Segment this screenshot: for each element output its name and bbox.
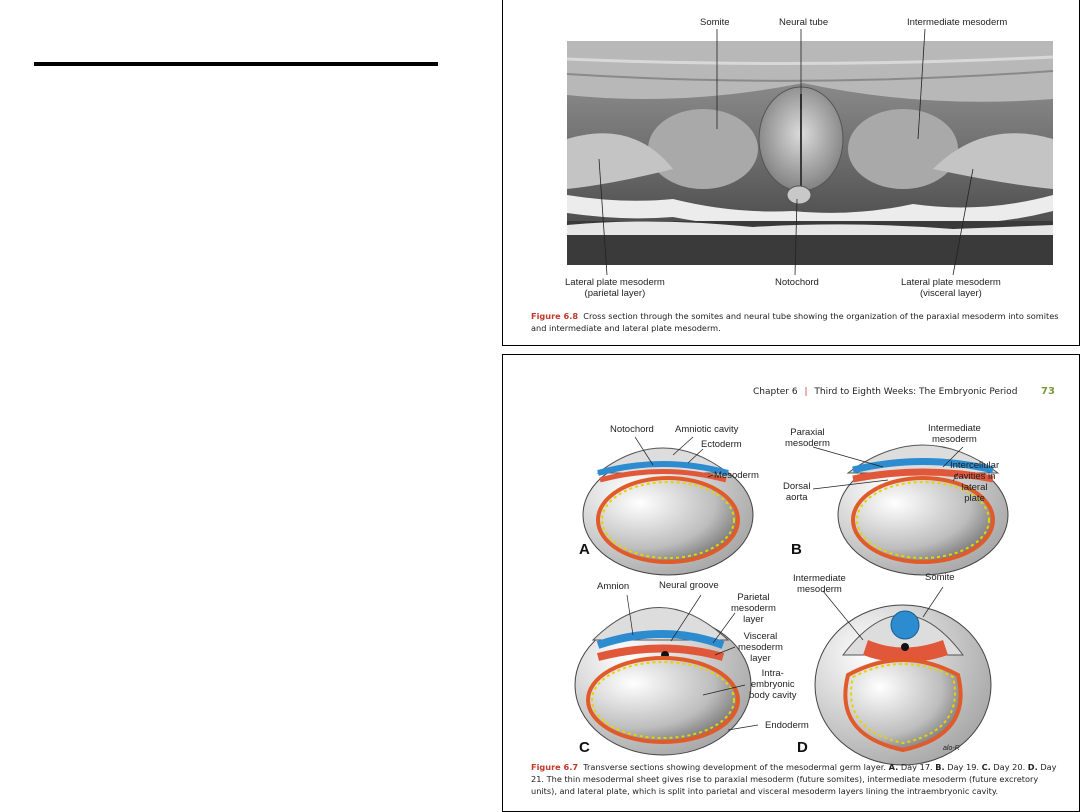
c-intraembryonic-cavity-label: Intra- embryonic body cavity [749,668,797,701]
divider-rule [34,62,438,66]
b-dorsal-aorta-label: Dorsal aorta [783,481,811,503]
panel-c-drawing [575,608,751,756]
panel-a-letter: A [579,541,590,558]
diagram-figure [502,354,1080,812]
c-amnion-label: Amnion [597,581,630,592]
b-paraxial-mesoderm-label: Paraxial mesoderm [785,427,830,449]
label-lateral-plate-parietal: Lateral plate mesoderm (parietal layer) [565,277,665,299]
micrograph-figure [502,0,1080,346]
label-intermediate-mesoderm: Intermediate mesoderm [907,17,1008,28]
b-intercellular-cavities-label: Intercellular cavities in lateral plate [950,460,1000,504]
a-ectoderm-label: Ectoderm [701,439,742,450]
label-neural-tube: Neural tube [779,17,829,28]
c-neural-groove-label: Neural groove [659,580,719,591]
label-notochord: Notochord [775,277,819,288]
panel-d-drawing [815,605,991,765]
figure-6-8-caption [531,310,1061,334]
d-intermediate-mesoderm-label: Intermediate mesoderm [793,573,846,595]
figure-6-8-text: Cross section through the somites and neural tube showing the organization of the paraxial mesoderm into somites and intermediate and lateral plate mesoderm. [531,311,1059,333]
label-somite: Somite [700,17,730,28]
panel-c-letter: C [579,739,590,756]
a-mesoderm-label: Mesoderm [714,470,759,481]
c-parietal-mesoderm-label: Parietal mesoderm layer [731,592,776,625]
artist-signature: alo-R [943,745,960,752]
d-somite-label: Somite [925,572,955,583]
c-endoderm-label: Endoderm [765,720,809,731]
figure-6-8-label: Figure 6.8 [531,311,579,321]
a-notochord-label: Notochord [610,424,654,435]
figure-6-7-caption: Figure 6.7 Transverse sections showing development of the mesodermal germ layer. A. Day 17. B. Day 19. C. Day 20. D. Day 21. The thin mesodermal sheet gives rise to paraxial mesoderm (future somites), intermediate mesoderm (future excretory units), and lateral plate, which is split into parietal and visceral mesoderm layers lining the intraembryonic cavity. [531,762,1057,796]
a-amniotic-cavity-label: Amniotic cavity [675,424,739,435]
page-number: 73 [1041,386,1055,397]
c-visceral-mesoderm-label: Visceral mesoderm layer [738,631,783,664]
panel-a-drawing [583,448,753,575]
figure-6-7-label: Figure 6.7 [531,762,579,772]
panel-d-letter: D [797,739,808,756]
page-header: Chapter 6 | Third to Eighth Weeks: The Embryonic Period [753,387,1018,397]
label-lateral-plate-visceral: Lateral plate mesoderm (visceral layer) [901,277,1001,299]
b-intermediate-mesoderm-label: Intermediate mesoderm [928,423,981,445]
panel-b-letter: B [791,541,802,558]
